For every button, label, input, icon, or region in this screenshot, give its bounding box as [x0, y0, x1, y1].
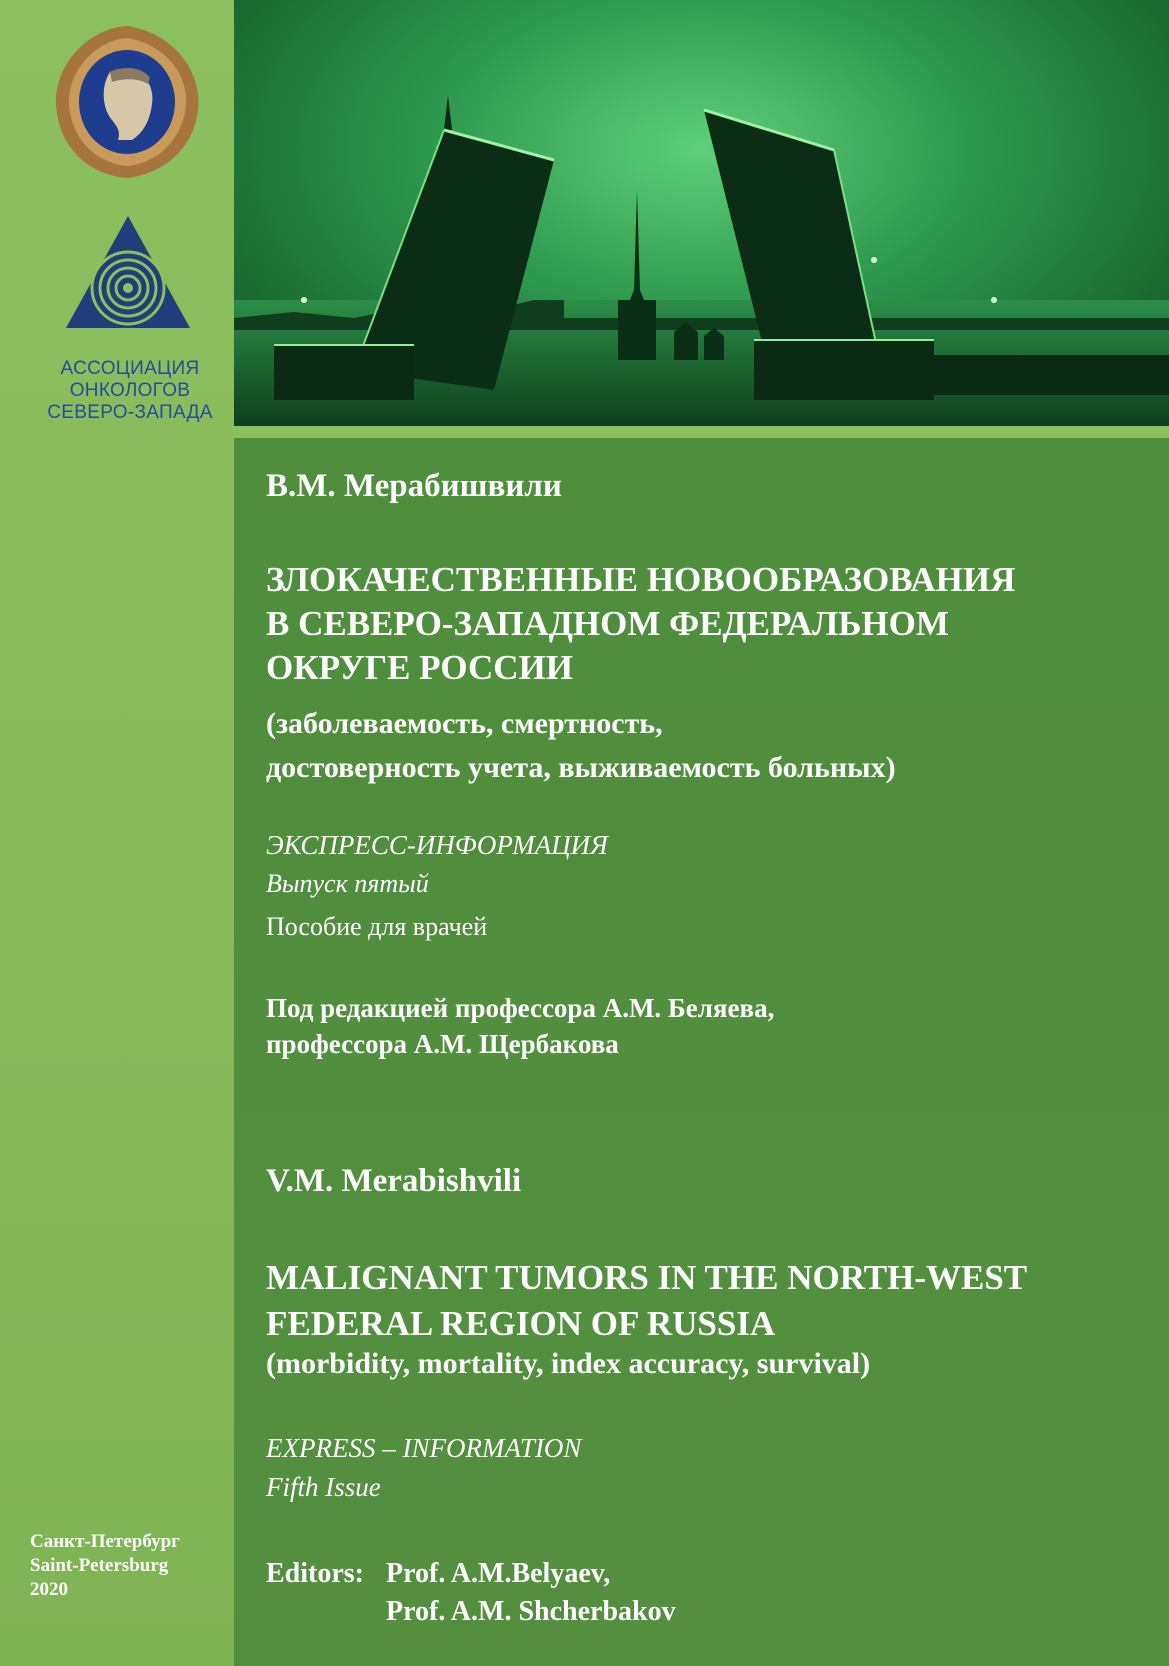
express-info-ru: ЭКСПРЕСС-ИНФОРМАЦИЯ [266, 830, 608, 860]
issue-ru: Выпуск пятый [266, 869, 429, 898]
association-name [30, 358, 230, 424]
editors-en-label: Editors: [266, 1558, 364, 1589]
issue-en: Fifth Issue [266, 1472, 381, 1502]
title-en-line: MALIGNANT TUMORS IN THE NORTH-WEST [266, 1258, 1028, 1297]
association-line: ОНКОЛОГОВ [69, 380, 191, 401]
subtitle-ru-line: достоверность учета, выживаемость больных) [266, 751, 896, 784]
association-line: АССОЦИАЦИЯ [60, 358, 200, 379]
title-ru-line: ЗЛОКАЧЕСТВЕННЫЕ НОВООБРАЗОВАНИЯ [266, 560, 1016, 599]
title-en [266, 1255, 1027, 1347]
title-ru-line: В СЕВЕРО-ЗАПАДНОМ ФЕДЕРАЛЬНОМ [266, 604, 949, 643]
author-en: V.M. Merabishvili [266, 1163, 522, 1199]
association-line: СЕВЕРО-ЗАПАДА [47, 402, 213, 423]
publication-year: 2020 [30, 1579, 68, 1600]
subtitle-ru-line: (заболеваемость, смертность, [266, 707, 663, 740]
author-ru: В.М. Мерабишвили [266, 468, 562, 504]
photo-divider [234, 426, 1169, 438]
manual-ru: Пособие для врачей [266, 912, 488, 941]
title-en-line: FEDERAL REGION OF RUSSIA [266, 1304, 776, 1343]
editors-ru-line: профессора А.М. Щербакова [266, 1029, 619, 1059]
subtitle-en: (morbidity, mortality, index accuracy, survival) [266, 1347, 871, 1380]
editor-en-2: Prof. A.M. Shcherbakov [386, 1596, 676, 1627]
title-ru [266, 558, 1015, 690]
city-en: Saint-Petersburg [30, 1555, 169, 1576]
subtitle-ru [266, 702, 896, 790]
editor-en-1: Prof. A.M.Belyaev, [386, 1558, 611, 1589]
association-triangle-logo [62, 212, 194, 332]
drawbridge-photo [234, 0, 1169, 426]
title-ru-line: ОКРУГЕ РОССИИ [266, 648, 573, 687]
editors-ru [266, 990, 774, 1062]
city-ru: Санкт-Петербург [30, 1531, 180, 1552]
publication-place [30, 1530, 230, 1602]
petrov-medal-emblem [52, 22, 202, 182]
express-info-en: EXPRESS – INFORMATION [266, 1433, 582, 1463]
editors-ru-line: Под редакцией профессора А.М. Беляева, [266, 993, 775, 1023]
